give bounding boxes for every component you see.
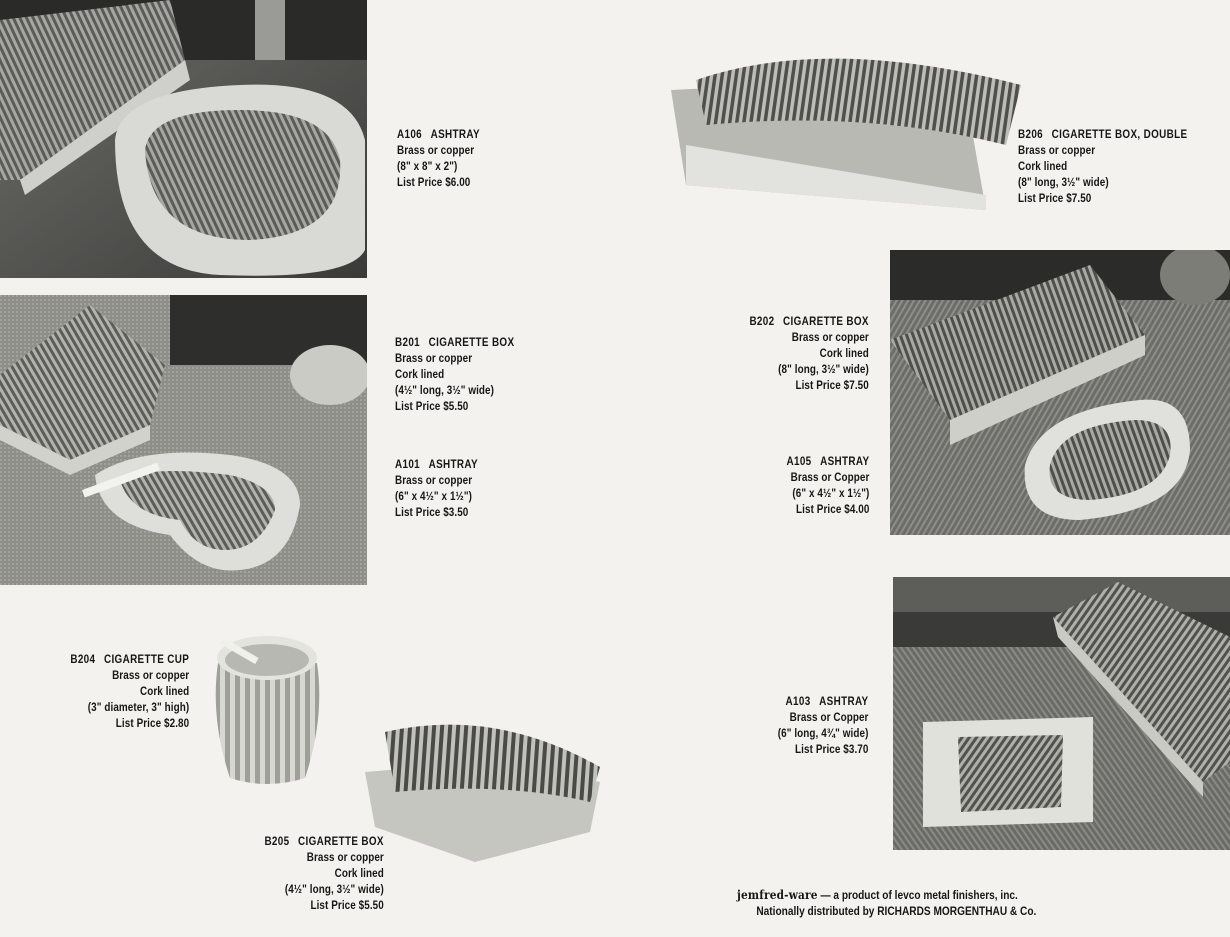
brand-logo: jemfred-ware xyxy=(737,888,818,902)
photo-a103 xyxy=(893,577,1230,850)
photo-b205-box xyxy=(365,712,605,862)
photo-b206-box-double xyxy=(666,35,1026,215)
item-title: B205 CIGARETTE BOX xyxy=(264,836,384,848)
photo-b201-a101 xyxy=(0,295,367,585)
item-title: A101 ASHTRAY xyxy=(395,459,478,471)
item-title: B206 CIGARETTE BOX, DOUBLE xyxy=(1018,129,1188,141)
item-b204: B204 CIGARETTE CUP Brass or copper Cork lined (3" diameter, 3" high) List Price $2.80 xyxy=(70,654,189,730)
item-a103: A103 ASHTRAY Brass or Copper (6" long, 4¾" wide) List Price $3.70 xyxy=(777,696,868,756)
item-title: B202 CIGARETTE BOX xyxy=(749,316,869,328)
footer-distribution: Nationally distributed by RICHARDS MORGENTHAU & Co. xyxy=(756,906,1037,918)
item-a106: A106 ASHTRAY Brass or copper (8" x 8" x 2") List Price $6.00 xyxy=(397,129,480,189)
footer: jemfred-ware — a product of levco metal finishers, inc. Nationally distributed by RICHARDS MORGENTHAU & Co. xyxy=(737,888,1037,918)
photo-b204-cup xyxy=(210,628,325,788)
item-b206: B206 CIGARETTE BOX, DOUBLE Brass or copper Cork lined (8" long, 3½" wide) List Price $7.50 xyxy=(1018,129,1188,205)
item-b201: B201 CIGARETTE BOX Brass or copper Cork lined (4½" long, 3½" wide) List Price $5.50 xyxy=(395,337,515,413)
photo-b202-a105 xyxy=(890,250,1230,535)
photo-a106-ashtray xyxy=(0,0,367,278)
item-title: A103 ASHTRAY xyxy=(785,696,868,708)
item-title: A106 ASHTRAY xyxy=(397,129,480,141)
item-b202: B202 CIGARETTE BOX Brass or copper Cork lined (8" long, 3½" wide) List Price $7.50 xyxy=(749,316,869,392)
item-b205: B205 CIGARETTE BOX Brass or copper Cork lined (4½" long, 3½" wide) List Price $5.50 xyxy=(264,836,384,912)
item-title: B201 CIGARETTE BOX xyxy=(395,337,515,349)
item-a105: A105 ASHTRAY Brass or Copper (6" x 4½" x 1½") List Price $4.00 xyxy=(786,456,869,516)
footer-tagline: a product of levco metal finishers, inc. xyxy=(833,890,1018,902)
item-title: B204 CIGARETTE CUP xyxy=(70,654,189,666)
item-a101: A101 ASHTRAY Brass or copper (6" x 4½" x 1½") List Price $3.50 xyxy=(395,459,478,519)
item-title: A105 ASHTRAY xyxy=(786,456,869,468)
